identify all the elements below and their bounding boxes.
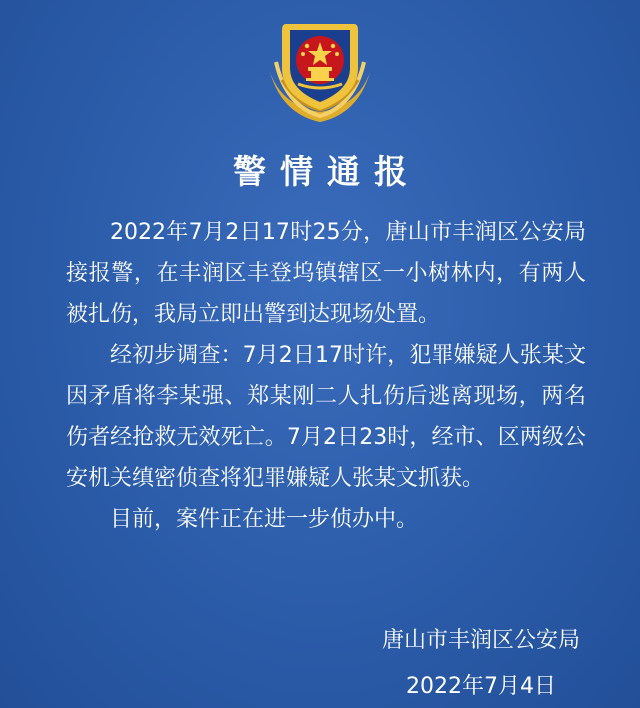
issuer-name: 唐山市丰润区公安局	[381, 628, 580, 653]
notice-title: 警情通报	[233, 152, 421, 191]
notice-paragraph-1: 2022年7月2日17时25分，唐山市丰润区公安局接报警，在丰润区丰登坞镇辖区一小树林内，有两人被扎伤，我局立即出警到达现场处置。	[66, 220, 586, 327]
notice-paragraph-3: 目前，案件正在进一步侦办中。	[110, 507, 419, 532]
police-emblem-icon	[262, 10, 378, 126]
notice-signature	[382, 618, 580, 708]
notice-paragraph-2: 经初步调查：7月2日17时许，犯罪嫌疑人张某文因矛盾将李某强、郑某刚二人扎伤后逃离现场，两名伤者经抢救无效死亡。7月2日23时，经市、区两级公安机关缜密侦查将犯罪嫌疑人张某文抓获。	[66, 343, 586, 491]
issue-date: 2022年7月4日	[406, 674, 556, 699]
notice-body	[66, 212, 586, 540]
